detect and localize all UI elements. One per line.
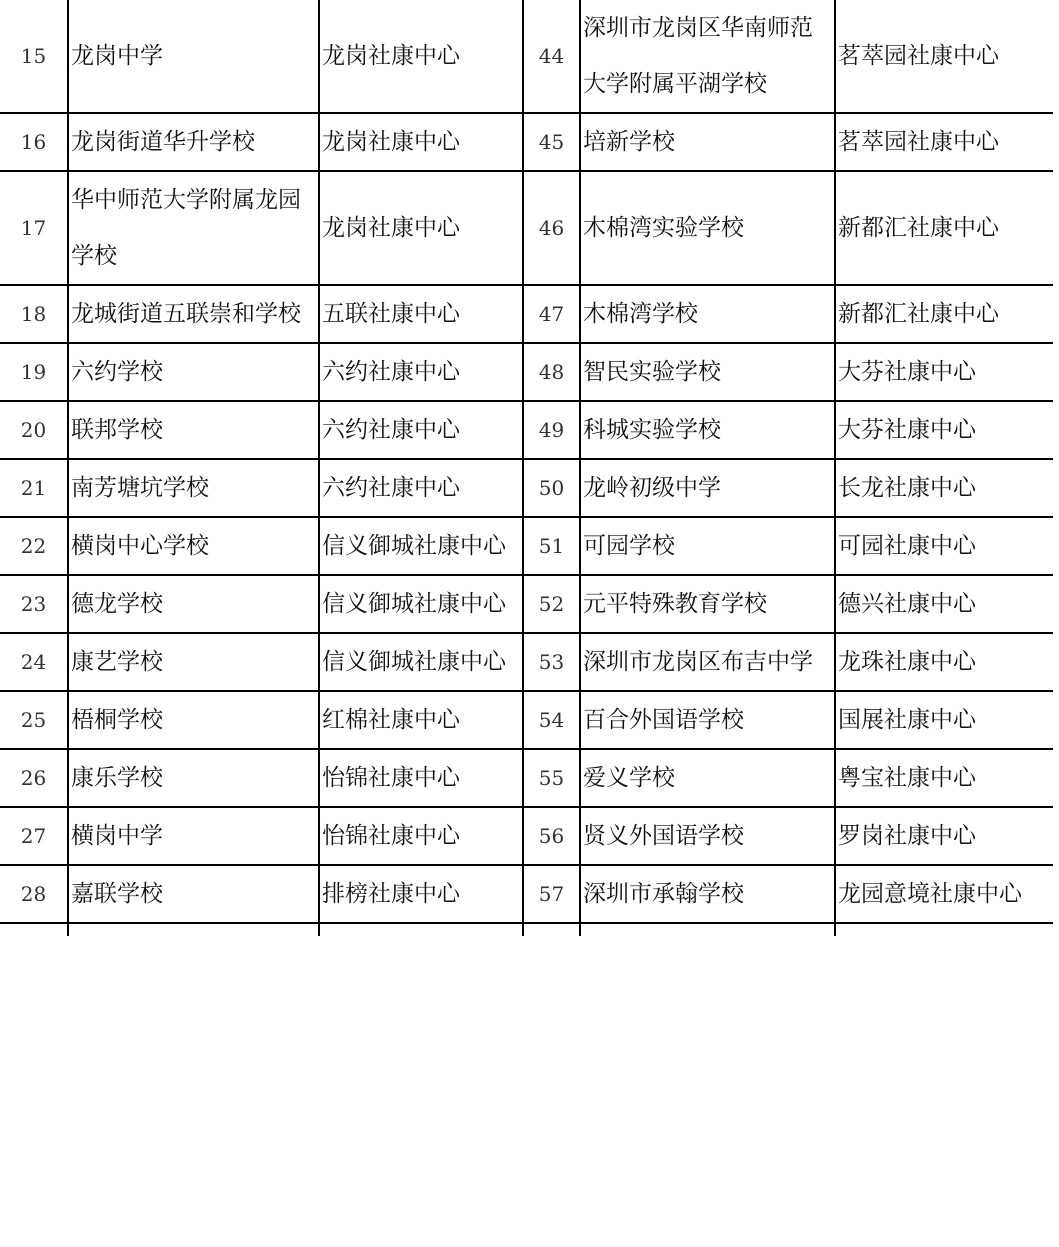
left-school-name: 联邦学校	[68, 401, 319, 459]
left-row-number: 22	[0, 517, 68, 575]
table-row	[0, 343, 1053, 401]
right-school-name: 木棉湾实验学校	[580, 171, 835, 285]
left-health-center: 龙岗社康中心	[319, 113, 523, 171]
left-school-name: 六约学校	[68, 343, 319, 401]
table-row	[0, 807, 1053, 865]
right-row-number: 47	[523, 285, 580, 343]
right-health-center: 新都汇社康中心	[835, 285, 1053, 343]
left-row-number: 17	[0, 171, 68, 285]
right-school-name: 爱义学校	[580, 749, 835, 807]
right-row-number: 44	[523, 0, 580, 113]
left-row-number: 23	[0, 575, 68, 633]
left-school-name: 龙岗中学	[68, 0, 319, 113]
left-health-center: 六约社康中心	[319, 401, 523, 459]
left-row-number: 15	[0, 0, 68, 113]
left-health-center: 红棉社康中心	[319, 691, 523, 749]
right-row-number: 56	[523, 807, 580, 865]
right-health-center: 龙园意境社康中心	[835, 865, 1053, 923]
left-row-number: 25	[0, 691, 68, 749]
right-row-number: 54	[523, 691, 580, 749]
left-health-center: 五联社康中心	[319, 285, 523, 343]
right-health-center: 大芬社康中心	[835, 343, 1053, 401]
table-row	[0, 633, 1053, 691]
empty-cell	[580, 923, 835, 936]
left-row-number: 27	[0, 807, 68, 865]
left-health-center: 信义御城社康中心	[319, 575, 523, 633]
right-health-center: 粤宝社康中心	[835, 749, 1053, 807]
left-row-number: 20	[0, 401, 68, 459]
right-school-name: 深圳市龙岗区布吉中学	[580, 633, 835, 691]
right-health-center: 龙珠社康中心	[835, 633, 1053, 691]
right-row-number: 53	[523, 633, 580, 691]
right-health-center: 长龙社康中心	[835, 459, 1053, 517]
table-row	[0, 749, 1053, 807]
right-school-name: 深圳市承翰学校	[580, 865, 835, 923]
right-row-number: 49	[523, 401, 580, 459]
left-row-number: 28	[0, 865, 68, 923]
table-row	[0, 517, 1053, 575]
table-row	[0, 865, 1053, 923]
right-health-center: 德兴社康中心	[835, 575, 1053, 633]
left-row-number: 18	[0, 285, 68, 343]
left-health-center: 排榜社康中心	[319, 865, 523, 923]
table-row	[0, 691, 1053, 749]
right-row-number: 48	[523, 343, 580, 401]
left-row-number: 19	[0, 343, 68, 401]
right-school-name: 贤义外国语学校	[580, 807, 835, 865]
table-row	[0, 285, 1053, 343]
left-health-center: 信义御城社康中心	[319, 633, 523, 691]
right-row-number: 55	[523, 749, 580, 807]
empty-cell	[523, 923, 580, 936]
left-school-name: 德龙学校	[68, 575, 319, 633]
table-row	[0, 0, 1053, 113]
right-health-center: 国展社康中心	[835, 691, 1053, 749]
left-health-center: 龙岗社康中心	[319, 171, 523, 285]
empty-cell	[68, 923, 319, 936]
left-school-name: 梧桐学校	[68, 691, 319, 749]
left-health-center: 六约社康中心	[319, 459, 523, 517]
left-school-name: 横岗中学	[68, 807, 319, 865]
left-health-center: 怡锦社康中心	[319, 807, 523, 865]
right-row-number: 57	[523, 865, 580, 923]
right-school-name: 智民实验学校	[580, 343, 835, 401]
empty-cell	[835, 923, 1053, 936]
empty-cell	[0, 923, 68, 936]
left-school-name: 嘉联学校	[68, 865, 319, 923]
table-row	[0, 401, 1053, 459]
left-row-number: 24	[0, 633, 68, 691]
left-row-number: 26	[0, 749, 68, 807]
left-school-name: 康乐学校	[68, 749, 319, 807]
right-row-number: 46	[523, 171, 580, 285]
left-row-number: 16	[0, 113, 68, 171]
left-school-name: 横岗中心学校	[68, 517, 319, 575]
right-health-center: 罗岗社康中心	[835, 807, 1053, 865]
left-health-center: 怡锦社康中心	[319, 749, 523, 807]
right-school-name: 培新学校	[580, 113, 835, 171]
right-row-number: 51	[523, 517, 580, 575]
right-health-center: 新都汇社康中心	[835, 171, 1053, 285]
table-row	[0, 171, 1053, 285]
right-school-name: 木棉湾学校	[580, 285, 835, 343]
right-row-number: 50	[523, 459, 580, 517]
right-school-name: 龙岭初级中学	[580, 459, 835, 517]
table-row	[0, 113, 1053, 171]
right-school-name: 科城实验学校	[580, 401, 835, 459]
left-school-name: 康艺学校	[68, 633, 319, 691]
table-row-cut-off	[0, 923, 1053, 936]
left-row-number: 21	[0, 459, 68, 517]
right-school-name: 可园学校	[580, 517, 835, 575]
right-health-center: 可园社康中心	[835, 517, 1053, 575]
table-row	[0, 575, 1053, 633]
right-school-name: 百合外国语学校	[580, 691, 835, 749]
left-health-center: 信义御城社康中心	[319, 517, 523, 575]
left-health-center: 六约社康中心	[319, 343, 523, 401]
table-row	[0, 459, 1053, 517]
left-health-center: 龙岗社康中心	[319, 0, 523, 113]
right-row-number: 52	[523, 575, 580, 633]
right-school-name: 元平特殊教育学校	[580, 575, 835, 633]
left-school-name: 南芳塘坑学校	[68, 459, 319, 517]
right-row-number: 45	[523, 113, 580, 171]
right-health-center: 茗萃园社康中心	[835, 113, 1053, 171]
empty-cell	[319, 923, 523, 936]
left-school-name: 龙城街道五联崇和学校	[68, 285, 319, 343]
right-health-center: 大芬社康中心	[835, 401, 1053, 459]
left-school-name: 华中师范大学附属龙园学校	[68, 171, 319, 285]
right-school-name: 深圳市龙岗区华南师范大学附属平湖学校	[580, 0, 835, 113]
right-health-center: 茗萃园社康中心	[835, 0, 1053, 113]
left-school-name: 龙岗街道华升学校	[68, 113, 319, 171]
